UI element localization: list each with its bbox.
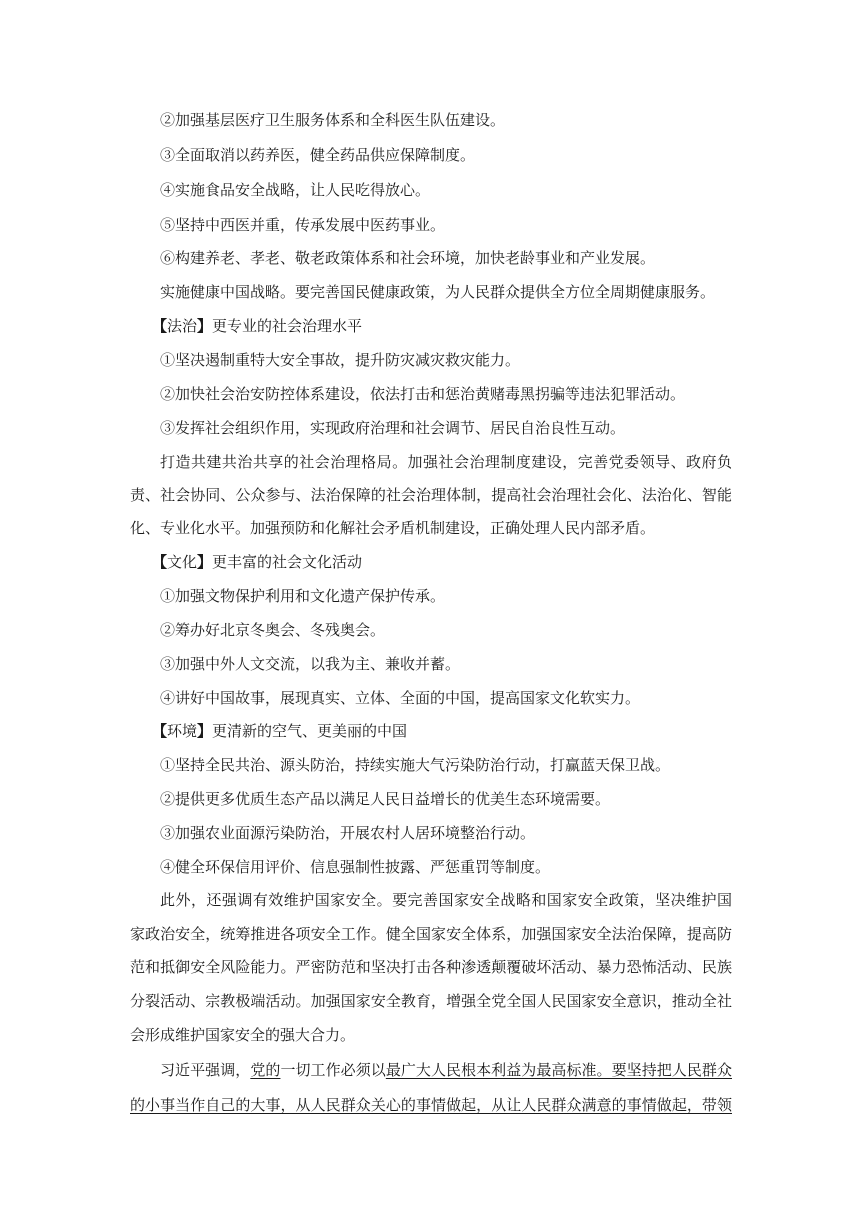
security-line: 会形成维护国家安全的强大合力。 [130, 1026, 356, 1044]
law-item: ③发挥社会组织作用，实现政府治理和社会调节、居民自治良性互动。 [160, 419, 626, 437]
health-item: ④实施食品安全战略，让人民吃得放心。 [160, 181, 431, 199]
law-item: ②加快社会治安防控体系建设，依法打击和惩治黄赌毒黑拐骗等违法犯罪活动。 [160, 385, 686, 403]
security-line: 此外，还强调有效维护国家安全。要完善国家安全战略和国家安全政策，坚决维护国 [160, 891, 732, 909]
culture-item: ③加强中外人文交流，以我为主、兼收并蓄。 [160, 655, 461, 673]
security-line: 家政治安全，统筹推进各项安全工作。健全国家安全体系，加强国家安全法治保障，提高防 [130, 925, 732, 943]
law-summary-line: 责、社会协同、公众参与、法治保障的社会治理体制，提高社会治理社会化、法治化、智能 [130, 486, 732, 504]
health-item: ⑤坚持中西医并重，传承发展中医药事业。 [160, 216, 446, 234]
environment-item: ③加强农业面源污染防治，开展农村人居环境整治行动。 [160, 824, 536, 842]
environment-item: ①坚持全民共治、源头防治，持续实施大气污染防治行动，打赢蓝天保卫战。 [160, 756, 671, 774]
section-heading-culture: 【文化】更丰富的社会文化活动 [152, 553, 363, 571]
culture-item: ④讲好中国故事，展现真实、立体、全面的中国，提高国家文化软实力。 [160, 689, 641, 707]
culture-item: ①加强文物保护利用和文化遗产保护传承。 [160, 587, 446, 605]
security-line: 分裂活动、宗教极端活动。加强国家安全教育，增强全党全国人民国家安全意识，推动全社 [130, 992, 732, 1010]
law-item: ①坚决遏制重特大安全事故，提升防灾减灾救灾能力。 [160, 351, 521, 369]
health-item: ③全面取消以药养医，健全药品供应保障制度。 [160, 146, 476, 164]
closing-line: 的小事当作自己的大事，从人民群众关心的事情做起，从让人民群众满意的事情做起，带领 [130, 1096, 732, 1114]
section-heading-law: 【法治】更专业的社会治理水平 [152, 317, 363, 335]
culture-item: ②筹办好北京冬奥会、冬残奥会。 [160, 621, 386, 639]
section-heading-environment: 【环境】更清新的空气、更美丽的中国 [152, 722, 408, 740]
closing-line: 习近平强调，党的一切工作必须以最广大人民根本利益为最高标准。要坚持把人民群众 [160, 1061, 732, 1079]
environment-item: ②提供更多优质生态产品以满足人民日益增长的优美生态环境需要。 [160, 790, 611, 808]
law-summary-line: 打造共建共治共享的社会治理格局。加强社会治理制度建设，完善党委领导、政府负 [160, 453, 732, 471]
security-line: 范和抵御安全风险能力。严密防范和坚决打击各种渗透颠覆破坏活动、暴力恐怖活动、民族 [130, 958, 732, 976]
environment-item: ④健全环保信用评价、信息强制性披露、严惩重罚等制度。 [160, 858, 551, 876]
health-summary: 实施健康中国战略。要完善国民健康政策，为人民群众提供全方位全周期健康服务。 [160, 283, 716, 301]
health-item: ②加强基层医疗卫生服务体系和全科医生队伍建设。 [160, 111, 506, 129]
law-summary-line: 化、专业化水平。加强预防和化解社会矛盾机制建设，正确处理人民内部矛盾。 [130, 519, 656, 537]
health-item: ⑥构建养老、孝老、敬老政策体系和社会环境，加快老龄事业和产业发展。 [160, 249, 656, 267]
